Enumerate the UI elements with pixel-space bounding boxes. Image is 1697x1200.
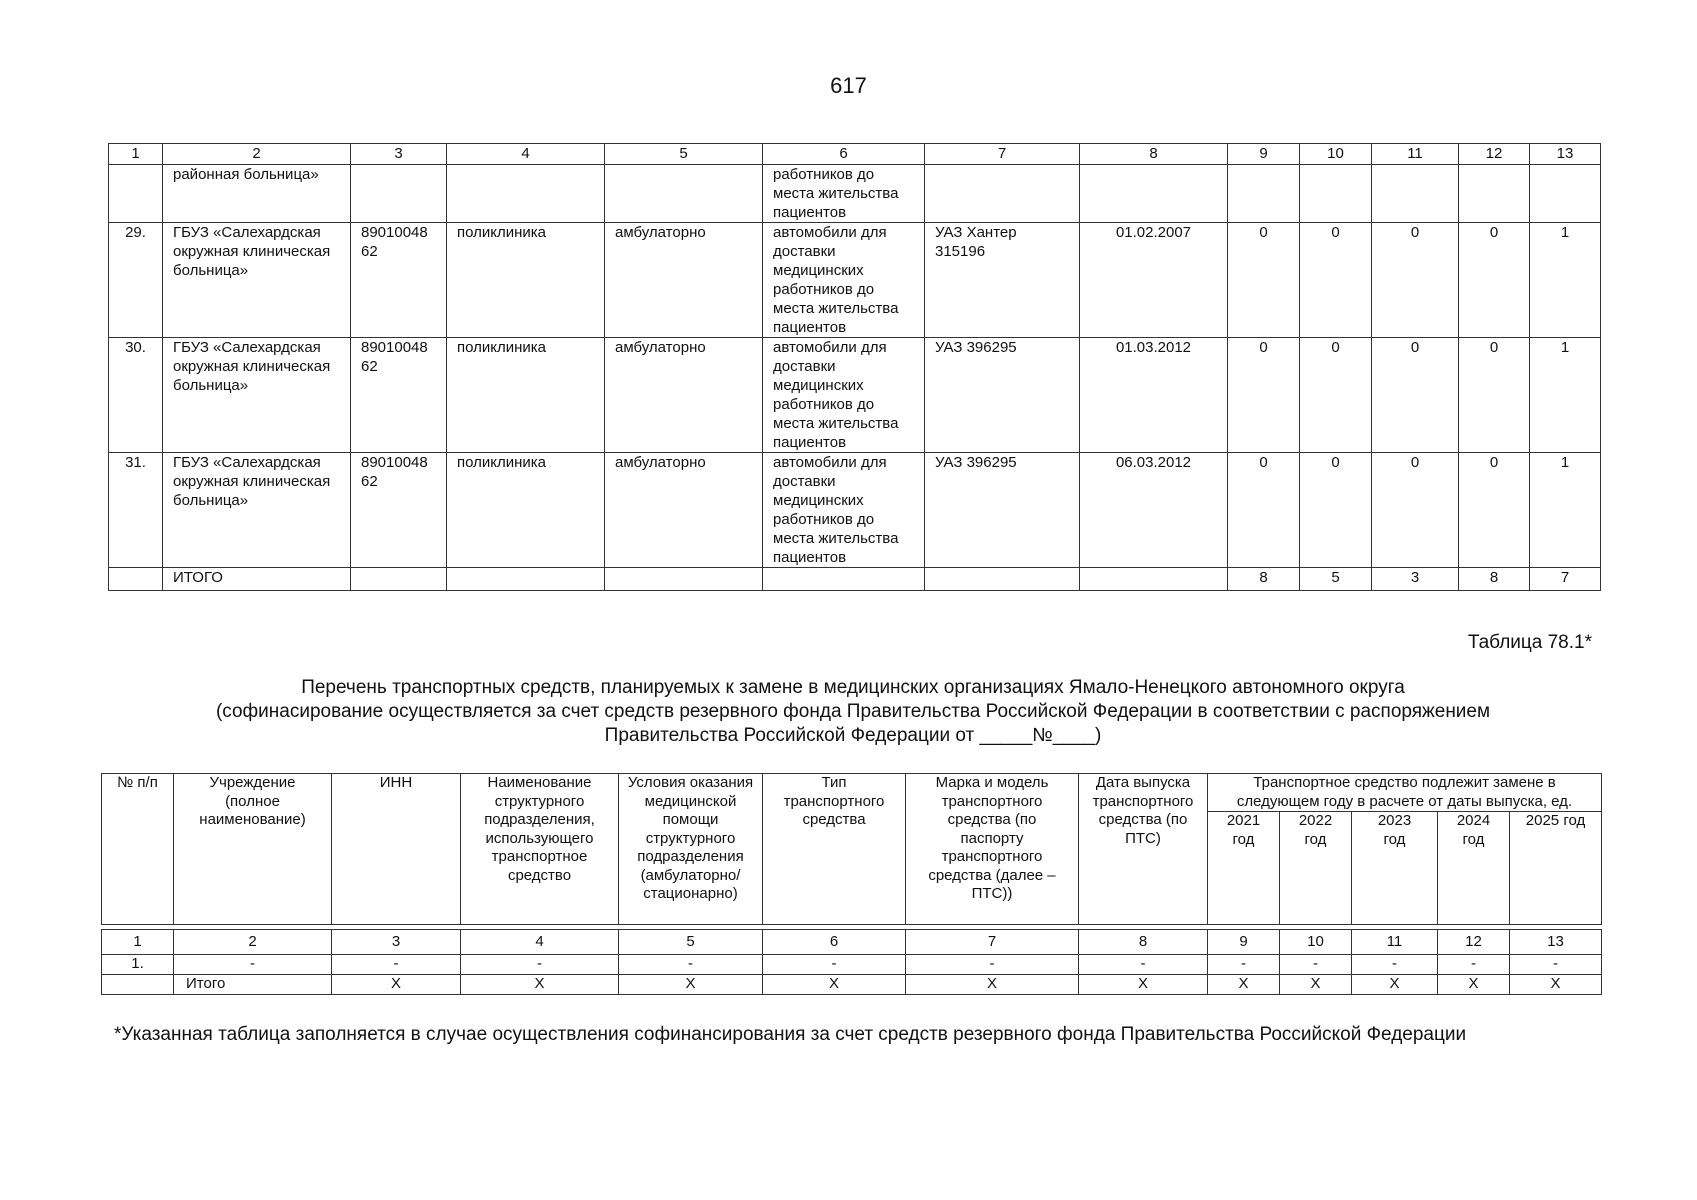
cell-2022: 0 <box>1300 223 1372 338</box>
column-index: 13 <box>1510 930 1602 955</box>
cell-condition: амбулаторно <box>605 338 763 453</box>
cell-2025: 1 <box>1530 338 1601 453</box>
cell-type: автомобили для доставки медицинских работников до места жительства пациентов <box>763 223 925 338</box>
total-2022: 5 <box>1300 568 1372 591</box>
cell-org: ГБУЗ «Салехардская окружная клиническая больница» <box>163 338 351 453</box>
table-row <box>109 338 1601 453</box>
cell-type: автомобили для доставки медицинских работников до места жительства пациентов <box>763 453 925 568</box>
column-index: 8 <box>1079 930 1208 955</box>
cell-2021: 0 <box>1228 338 1300 453</box>
caption-line: (софинасирование осуществляется за счет средств резервного фонда Правительства Российской Федерации в соответствии с распоряжением <box>215 701 1491 722</box>
cell-2025: 1 <box>1530 453 1601 568</box>
column-index: 2 <box>163 144 351 165</box>
cell: Х <box>906 975 1079 995</box>
caption-line: Правительства Российской Федерации от _____№____) <box>604 725 1102 746</box>
total-label: ИТОГО <box>163 568 351 591</box>
cell-date: 06.03.2012 <box>1080 453 1228 568</box>
cell-date: 01.03.2012 <box>1080 338 1228 453</box>
column-index: 9 <box>1208 930 1280 955</box>
cell-unit: поликлиника <box>447 453 605 568</box>
header-unit: Наименование структурного подразделения, использующего транспортное средство <box>461 774 619 925</box>
continuation-row <box>109 165 1601 223</box>
cell <box>102 975 174 995</box>
cell-model: УАЗ Хантер 315196 <box>925 223 1080 338</box>
column-index: 1 <box>102 930 174 955</box>
total-2024: 8 <box>1459 568 1530 591</box>
cell-inn: 8901004862 <box>351 453 447 568</box>
cell: - <box>619 955 763 975</box>
cell-2023: 0 <box>1372 453 1459 568</box>
header-2023: 2023 год <box>1352 812 1438 925</box>
column-index: 7 <box>925 144 1080 165</box>
column-index: 3 <box>351 144 447 165</box>
header-number: № п/п <box>102 774 174 925</box>
page-number: 617 <box>830 73 867 98</box>
cell-model: УАЗ 396295 <box>925 453 1080 568</box>
column-index: 4 <box>461 930 619 955</box>
cell-2025: 1 <box>1530 223 1601 338</box>
cell-unit: поликлиника <box>447 338 605 453</box>
cell-2021: 0 <box>1228 453 1300 568</box>
table-row <box>109 453 1601 568</box>
table-row <box>102 955 1602 975</box>
column-index: 5 <box>619 930 763 955</box>
cell: - <box>1352 955 1438 975</box>
header-inn: ИНН <box>332 774 461 925</box>
column-index: 6 <box>763 930 906 955</box>
total-2021: 8 <box>1228 568 1300 591</box>
column-index: 13 <box>1530 144 1601 165</box>
column-index: 10 <box>1300 144 1372 165</box>
cell-org: ГБУЗ «Салехардская окружная клиническая больница» <box>163 223 351 338</box>
column-index: 11 <box>1352 930 1438 955</box>
header-2024: 2024 год <box>1438 812 1510 925</box>
header-2025: 2025 год <box>1510 812 1602 925</box>
column-index: 2 <box>174 930 332 955</box>
replacement-vehicles-table <box>101 773 1602 995</box>
cell-2024: 0 <box>1459 223 1530 338</box>
cell: - <box>332 955 461 975</box>
cell: - <box>1280 955 1352 975</box>
table-row <box>109 223 1601 338</box>
cell: Х <box>1352 975 1438 995</box>
cell-number: 29. <box>109 223 163 338</box>
cell: - <box>461 955 619 975</box>
cell-condition: амбулаторно <box>605 453 763 568</box>
column-index-row <box>102 930 1602 955</box>
column-index: 7 <box>906 930 1079 955</box>
header-2021: 2021 год <box>1208 812 1280 925</box>
column-index: 4 <box>447 144 605 165</box>
header-row <box>102 774 1602 812</box>
cell: - <box>1510 955 1602 975</box>
cell-2021: 0 <box>1228 223 1300 338</box>
cell: Х <box>461 975 619 995</box>
column-index: 12 <box>1438 930 1510 955</box>
cell: - <box>906 955 1079 975</box>
cell: Х <box>1510 975 1602 995</box>
column-index: 3 <box>332 930 461 955</box>
total-row <box>102 975 1602 995</box>
table-title: Таблица 78.1* <box>1467 632 1592 653</box>
cell: Х <box>1438 975 1510 995</box>
cell-org: районная больница» <box>163 165 351 223</box>
cell-type: автомобили для доставки медицинских работников до места жительства пациентов <box>763 338 925 453</box>
cell-type: работников до места жительства пациентов <box>763 165 925 223</box>
cell: Х <box>763 975 906 995</box>
cell-date: 01.02.2007 <box>1080 223 1228 338</box>
cell: - <box>763 955 906 975</box>
vehicles-table-continued <box>108 143 1601 591</box>
header-model: Марка и модель транспортного средства (по паспорту транспортного средства (далее – ПТС)) <box>906 774 1079 925</box>
cell-org: ГБУЗ «Салехардская окружная клиническая больница» <box>163 453 351 568</box>
cell-2022: 0 <box>1300 453 1372 568</box>
table-caption <box>150 676 1556 748</box>
cell: Х <box>332 975 461 995</box>
column-index: 12 <box>1459 144 1530 165</box>
cell: - <box>1079 955 1208 975</box>
header-org: Учреждение (полное наименование) <box>174 774 332 925</box>
cell: Х <box>1280 975 1352 995</box>
cell-2023: 0 <box>1372 223 1459 338</box>
column-index: 11 <box>1372 144 1459 165</box>
cell: Х <box>1208 975 1280 995</box>
header-condition: Условия оказания медицинской помощи структурного подразделения (амбулаторно/ стационарно) <box>619 774 763 925</box>
column-index: 5 <box>605 144 763 165</box>
total-2023: 3 <box>1372 568 1459 591</box>
column-index-row <box>109 144 1601 165</box>
cell-2024: 0 <box>1459 453 1530 568</box>
footnote: *Указанная таблица заполняется в случае осуществления софинансирования за счет средств резервного фонда Правительства Российской Федерации <box>114 1024 1467 1045</box>
header-type: Тип транспортного средства <box>763 774 906 925</box>
column-index: 1 <box>109 144 163 165</box>
cell-inn: 8901004862 <box>351 338 447 453</box>
column-index: 8 <box>1080 144 1228 165</box>
cell: - <box>1438 955 1510 975</box>
header-date: Дата выпуска транспортного средства (по ПТС) <box>1079 774 1208 925</box>
cell-number: 30. <box>109 338 163 453</box>
total-row <box>109 568 1601 591</box>
cell: Х <box>619 975 763 995</box>
cell-2024: 0 <box>1459 338 1530 453</box>
cell-condition: амбулаторно <box>605 223 763 338</box>
cell-inn: 8901004862 <box>351 223 447 338</box>
cell: 1. <box>102 955 174 975</box>
column-index: 6 <box>763 144 925 165</box>
cell-number: 31. <box>109 453 163 568</box>
total-2025: 7 <box>1530 568 1601 591</box>
cell: - <box>1208 955 1280 975</box>
caption-line: Перечень транспортных средств, планируемых к замене в медицинских организациях Ямало-Ненецкого автономного округа <box>301 677 1405 698</box>
cell-2023: 0 <box>1372 338 1459 453</box>
cell-2022: 0 <box>1300 338 1372 453</box>
cell: - <box>174 955 332 975</box>
column-index: 10 <box>1280 930 1352 955</box>
cell-unit: поликлиника <box>447 223 605 338</box>
header-2022: 2022 год <box>1280 812 1352 925</box>
column-index: 9 <box>1228 144 1300 165</box>
cell: Х <box>1079 975 1208 995</box>
cell-model: УАЗ 396295 <box>925 338 1080 453</box>
header-replacement-group: Транспортное средство подлежит замене в следующем году в расчете от даты выпуска, ед. <box>1208 774 1602 812</box>
total-label: Итого <box>174 975 332 995</box>
